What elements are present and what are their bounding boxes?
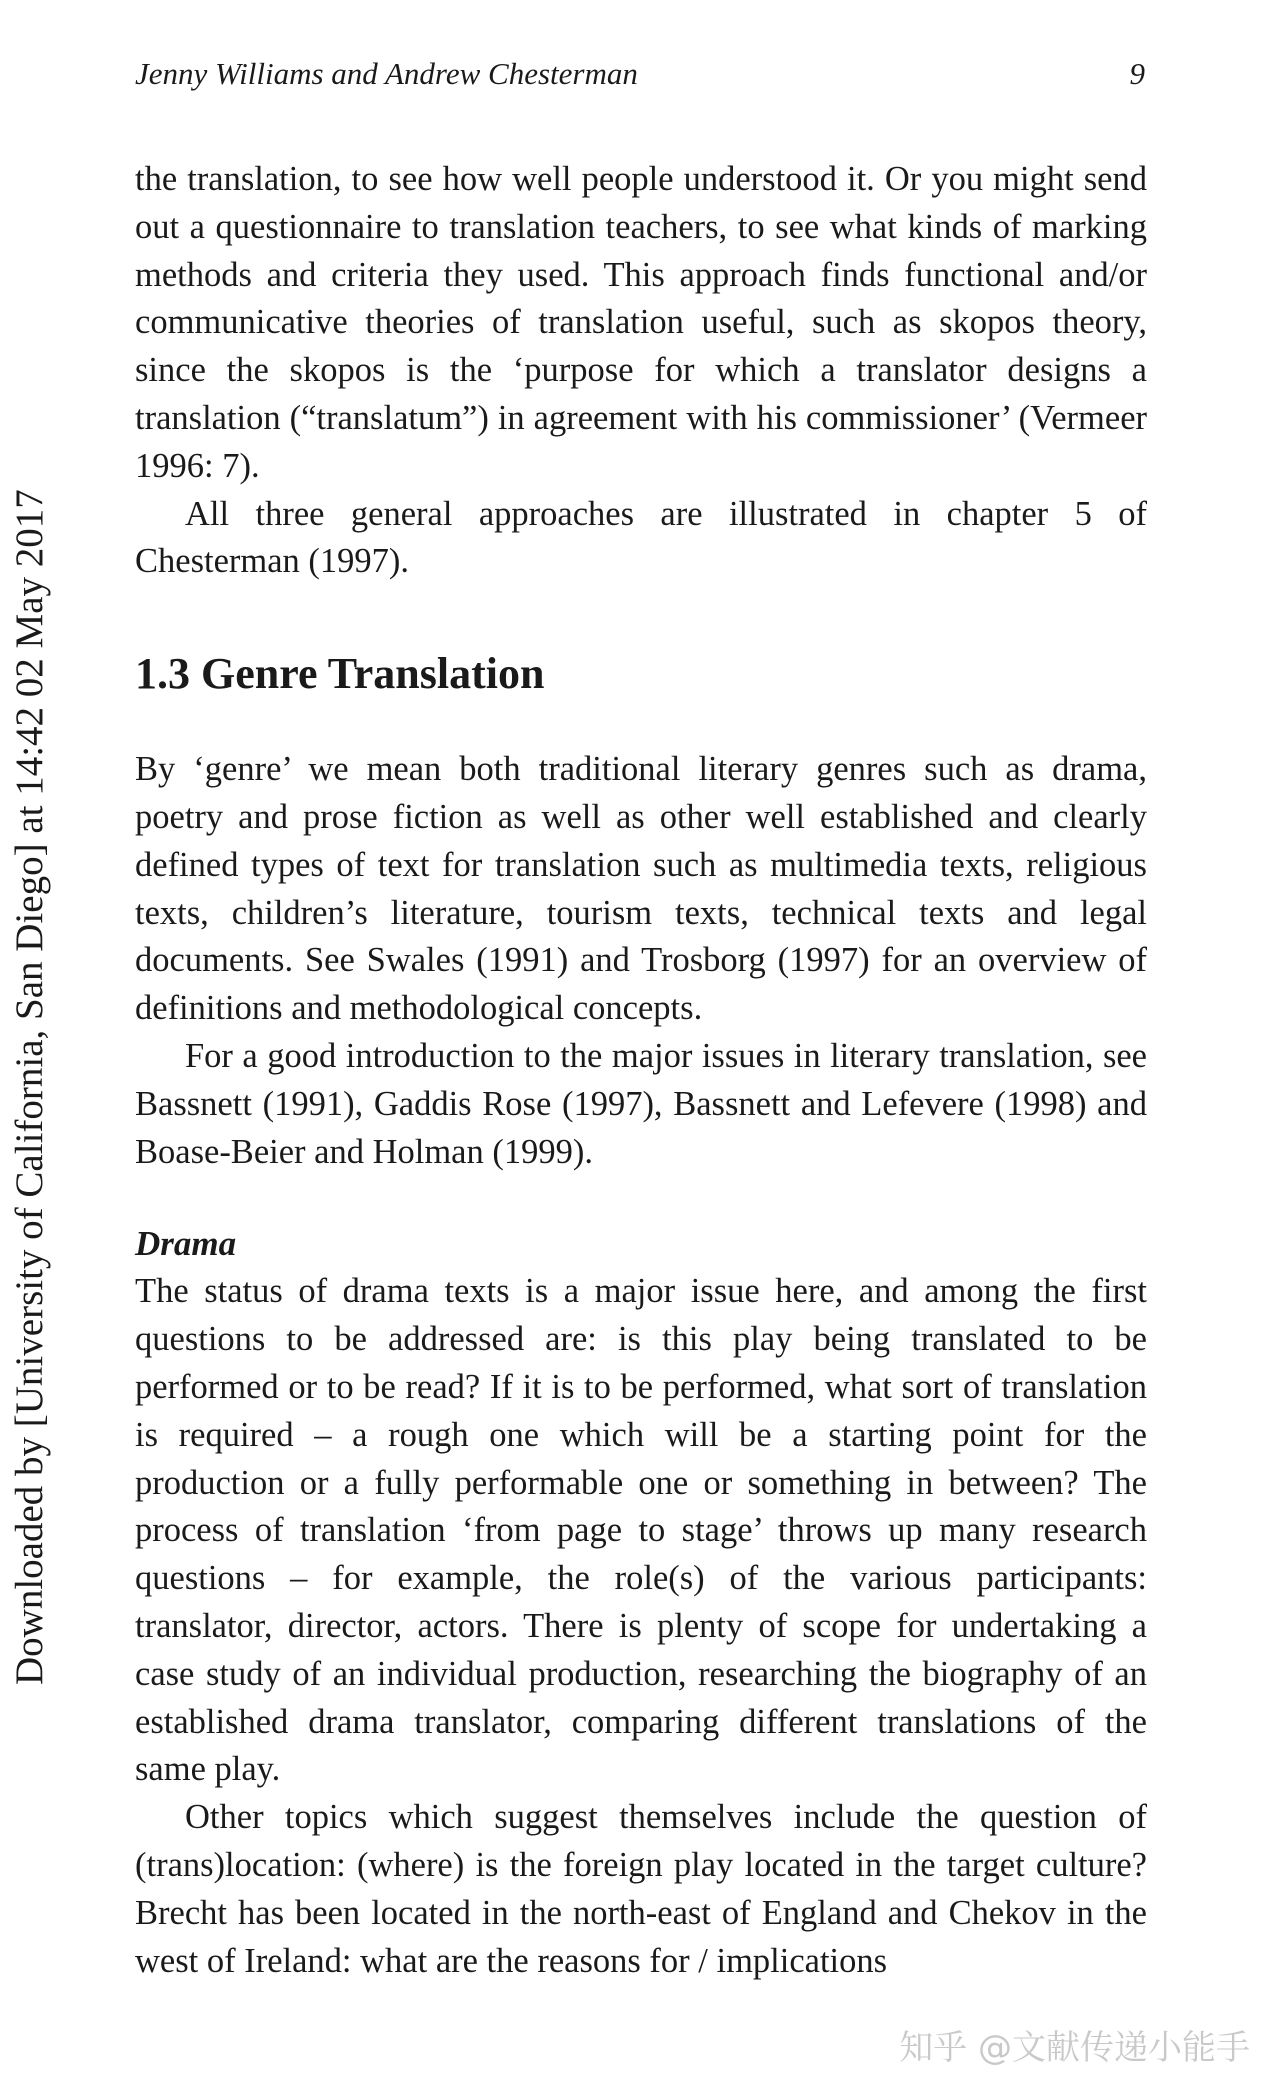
paragraph: Other topics which suggest themselves include the question of (trans)location: (where) is the foreign play located in the target culture? Brecht has been located in the north-east of England and Chekov in the west of Ireland: what are the reasons for / implications <box>135 1798 1147 1980</box>
paragraph: All three general approaches are illustrated in chapter 5 of Chesterman (1997). <box>135 494 1147 581</box>
paragraph: For a good introduction to the major issues in literary translation, see Bassnett (1991), Gaddis Rose (1997), Bassnett and Lefevere (1998) and Boase-Beier and Holman (1999). <box>135 1036 1147 1171</box>
paragraph: The status of drama texts is a major issue here, and among the first questions to be addressed are: is this play being translated to be performed or to be read? If it is to be performed, what sort of translation is required – a rough one which will be a starting point for the production or a fully performable one or something in between? The process of translation ‘from page to stage’ throws up many research questions – for example, the role(s) of the various participants: translator, director, actors. There is plenty of scope for undertaking a case study of an individual production, researching the biography of an established drama translator, comparing different translations of the same play. <box>135 1272 1147 1789</box>
section-heading: 1.3 Genre Translation <box>135 649 545 699</box>
page-number: 9 <box>1129 56 1145 91</box>
paragraph: the translation, to see how well people understood it. Or you might send out a questionnaire to translation teachers, to see what kinds of marking methods and criteria they used. This approach finds functional and/or communicative theories of translation useful, such as skopos theory, since the skopos is the ‘purpose for which a translator designs a translation (“translatum”) in agreement with his commissioner’ (Vermeer 1996: 7). <box>135 160 1147 485</box>
subheading-drama: Drama <box>135 1224 237 1264</box>
body-text <box>135 156 1147 1985</box>
watermark: 知乎 @文献传递小能手 <box>899 2028 1250 2068</box>
running-head <box>135 54 1145 94</box>
paragraph: By ‘genre’ we mean both traditional literary genres such as drama, poetry and prose fiction as well as other well established and clearly defined types of text for translation such as multimedia texts, religious texts, children’s literature, tourism texts, technical texts and legal documents. See Swales (1991) and Trosborg (1997) for an overview of definitions and methodological concepts. <box>135 750 1147 1028</box>
download-stamp: Downloaded by [University of California, San Diego] at 14:42 02 May 2017 <box>8 489 51 1685</box>
running-head-authors: Jenny Williams and Andrew Chesterman <box>135 56 638 91</box>
